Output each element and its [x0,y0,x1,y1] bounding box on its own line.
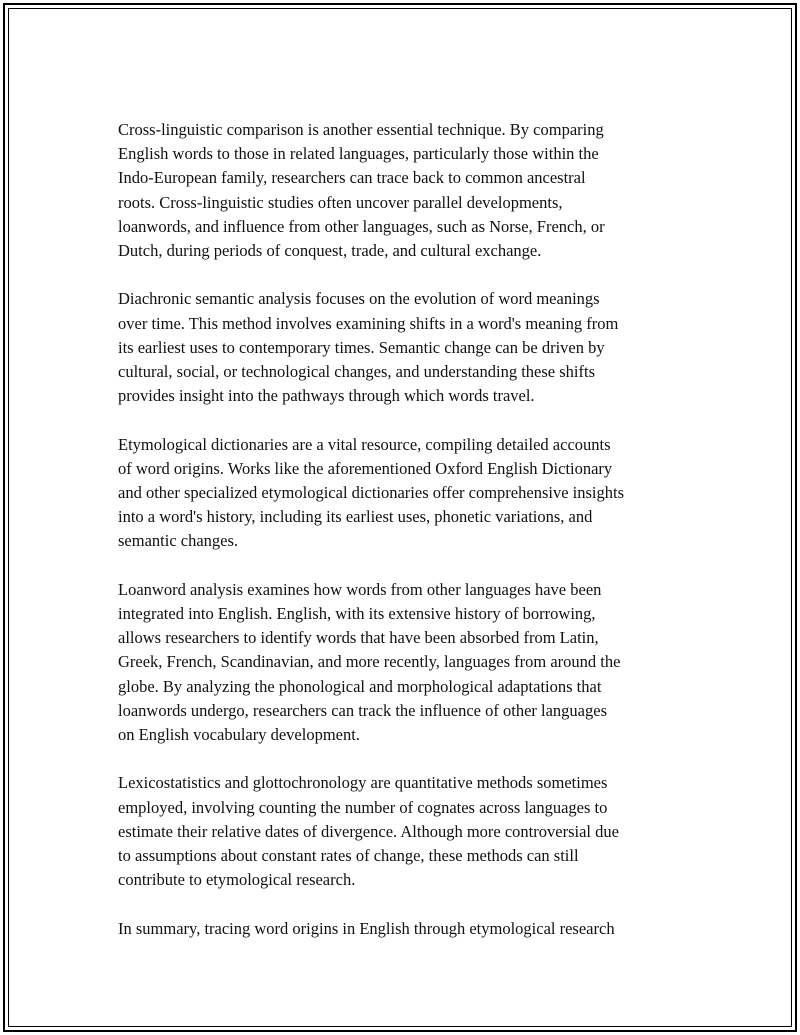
text-line: allows researchers to identify words that have been absorbed from Latin, [118,628,599,648]
text-line: In summary, tracing word origins in English through etymological research [118,918,615,938]
text-line: provides insight into the pathways through which words travel. [118,386,535,406]
text-line: contribute to etymological research. [118,870,356,890]
text-line: globe. By analyzing the phonological and morphological adaptations that [118,676,602,696]
text-line: estimate their relative dates of divergence. Although more controversial due [118,821,619,841]
text-line: into a word's history, including its earliest uses, phonetic variations, and [118,507,593,527]
text-line: its earliest uses to contemporary times. Semantic change can be driven by [118,337,605,357]
text-line: loanwords, and influence from other languages, such as Norse, French, or [118,216,605,236]
text-line: English words to those in related languages, particularly those within the [118,144,599,164]
text-line: Diachronic semantic analysis focuses on the evolution of word meanings [118,289,600,309]
text-line: to assumptions about constant rates of change, these methods can still [118,846,579,866]
text-line: Loanword analysis examines how words from other languages have been [118,579,602,599]
text-line: Indo-European family, researchers can trace back to common ancestral [118,168,586,188]
paragraph-cross-linguistic [118,118,698,263]
paragraph-etymological-dictionaries [118,433,698,554]
text-line: on English vocabulary development. [118,725,360,745]
paragraph-summary [118,917,698,941]
text-line: of word origins. Works like the aforementioned Oxford English Dictionary [118,458,613,478]
text-line: cultural, social, or technological changes, and understanding these shifts [118,362,595,382]
text-line: over time. This method involves examining shifts in a word's meaning from [118,313,619,333]
text-line: integrated into English. English, with its extensive history of borrowing, [118,604,596,624]
text-line: semantic changes. [118,531,239,551]
text-line: roots. Cross-linguistic studies often uncover parallel developments, [118,192,563,212]
text-line: Dutch, during periods of conquest, trade, and cultural exchange. [118,241,542,261]
paragraph-diachronic-semantic [118,287,698,408]
document-body [118,118,698,965]
text-line: employed, involving counting the number of cognates across languages to [118,797,608,817]
paragraph-loanword-analysis [118,578,698,747]
text-line: and other specialized etymological dictionaries offer comprehensive insights [118,483,624,503]
paragraph-lexicostatistics [118,771,698,892]
text-line: Lexicostatistics and glottochronology are quantitative methods sometimes [118,773,608,793]
text-line: Etymological dictionaries are a vital resource, compiling detailed accounts [118,434,611,454]
text-line: loanwords undergo, researchers can track the influence of other languages [118,700,607,720]
text-line: Cross-linguistic comparison is another essential technique. By comparing [118,120,604,139]
text-line: Greek, French, Scandinavian, and more recently, languages from around the [118,652,621,672]
